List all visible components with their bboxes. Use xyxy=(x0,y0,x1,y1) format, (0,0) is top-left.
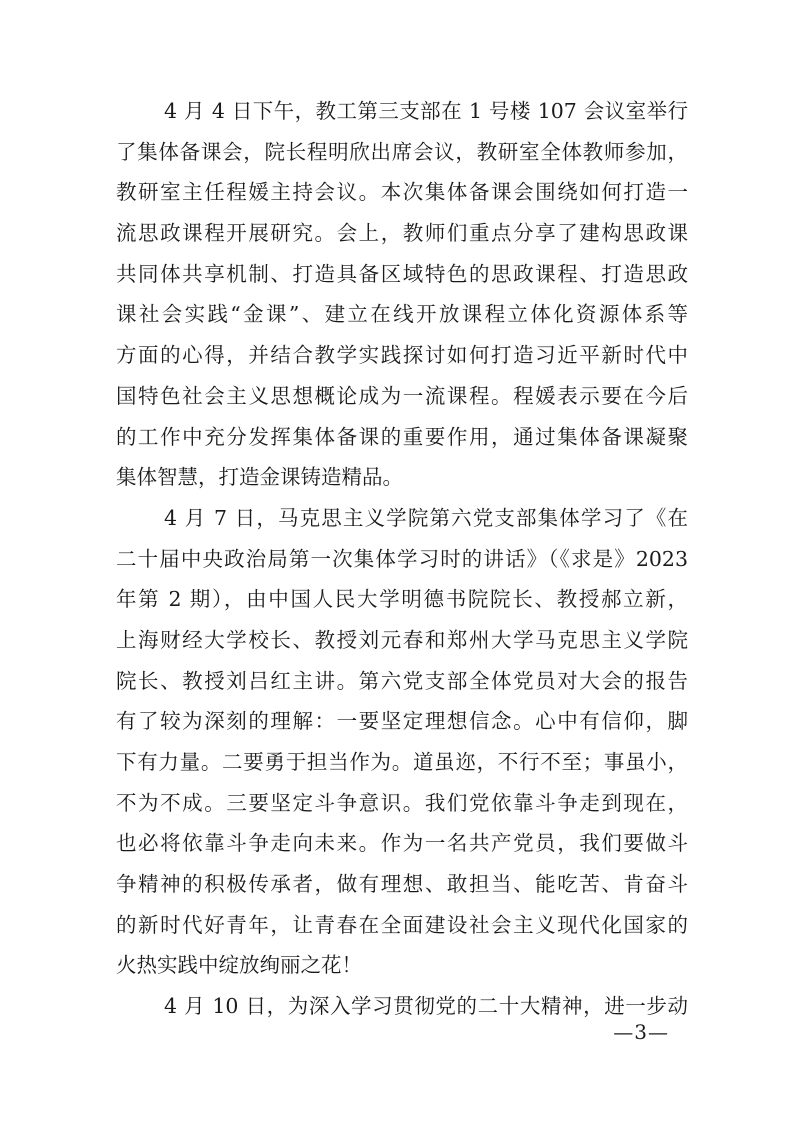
paragraph-1-line-4: 流思政课程开展研究。会上，教师们重点分享了建构思政课 xyxy=(116,221,688,246)
paragraph-2-line-7: 下有力量。二要勇于担当作为。道虽迩，不行不至；事虽小， xyxy=(116,750,688,774)
paragraph-1-line-6: 课社会实践“金课”、建立在线开放课程立体化资源体系等 xyxy=(116,302,688,327)
paragraph-3-line-1: 4 月 10 日，为深入学习贯彻党的二十大精神，进一步动 xyxy=(164,994,688,1019)
paragraph-1-line-8: 国特色社会主义思想概论成为一流课程。程媛表示要在今后 xyxy=(116,383,688,408)
paragraph-2-line-1: 4 月 7 日，马克思主义学院第六党支部集体学习了《在 xyxy=(164,505,688,530)
page-number: —3— xyxy=(613,1020,669,1044)
paragraph-2-line-2: 二十届中央政治局第一次集体学习时的讲话》（《求是》2023 xyxy=(116,546,688,571)
paragraph-1-line-9: 的工作中充分发挥集体备课的重要作用，通过集体备课凝聚 xyxy=(116,424,688,449)
paragraph-2-line-6: 有了较为深刻的理解：一要坚定理想信念。心中有信仰，脚 xyxy=(116,709,688,734)
paragraph-2-line-9: 也必将依靠斗争走向未来。作为一名共产党员，我们要做斗 xyxy=(116,831,688,856)
paragraph-1-line-3: 教研室主任程媛主持会议。本次集体备课会围绕如何打造一 xyxy=(116,180,688,205)
paragraph-2-line-11: 的新时代好青年，让青春在全面建设社会主义现代化国家的 xyxy=(116,912,688,937)
paragraph-2-line-5: 院长、教授刘吕红主讲。第六党支部全体党员对大会的报告 xyxy=(116,668,688,693)
paragraph-1-line-7: 方面的心得，并结合教学实践探讨如何打造习近平新时代中 xyxy=(116,343,688,368)
body-text xyxy=(116,91,688,1027)
paragraph-2-line-3: 年第 2 期），由中国人民大学明德书院院长、教授郝立新， xyxy=(116,587,688,612)
paragraph-1-line-1: 4 月 4 日下午，教工第三支部在 1 号楼 107 会议室举行 xyxy=(164,99,688,123)
paragraph-2-line-10: 争精神的积极传承者，做有理想、敢担当、能吃苦、肯奋斗 xyxy=(116,872,688,897)
paragraph-2-line-4: 上海财经大学校长、教授刘元春和郑州大学马克思主义学院 xyxy=(116,627,688,652)
paragraph-1-line-5: 共同体共享机制、打造具备区域特色的思政课程、打造思政 xyxy=(116,261,688,286)
paragraph-2-line-8: 不为不成。三要坚定斗争意识。我们党依靠斗争走到现在， xyxy=(116,790,688,815)
paragraph-1-line-10: 集体智慧，打造金课铸造精品。 xyxy=(116,465,403,490)
paragraph-2-line-12: 火热实践中绽放绚丽之花！ xyxy=(116,953,362,978)
paragraph-1-line-2: 了集体备课会，院长程明欣出席会议，教研室全体教师参加， xyxy=(116,139,688,164)
